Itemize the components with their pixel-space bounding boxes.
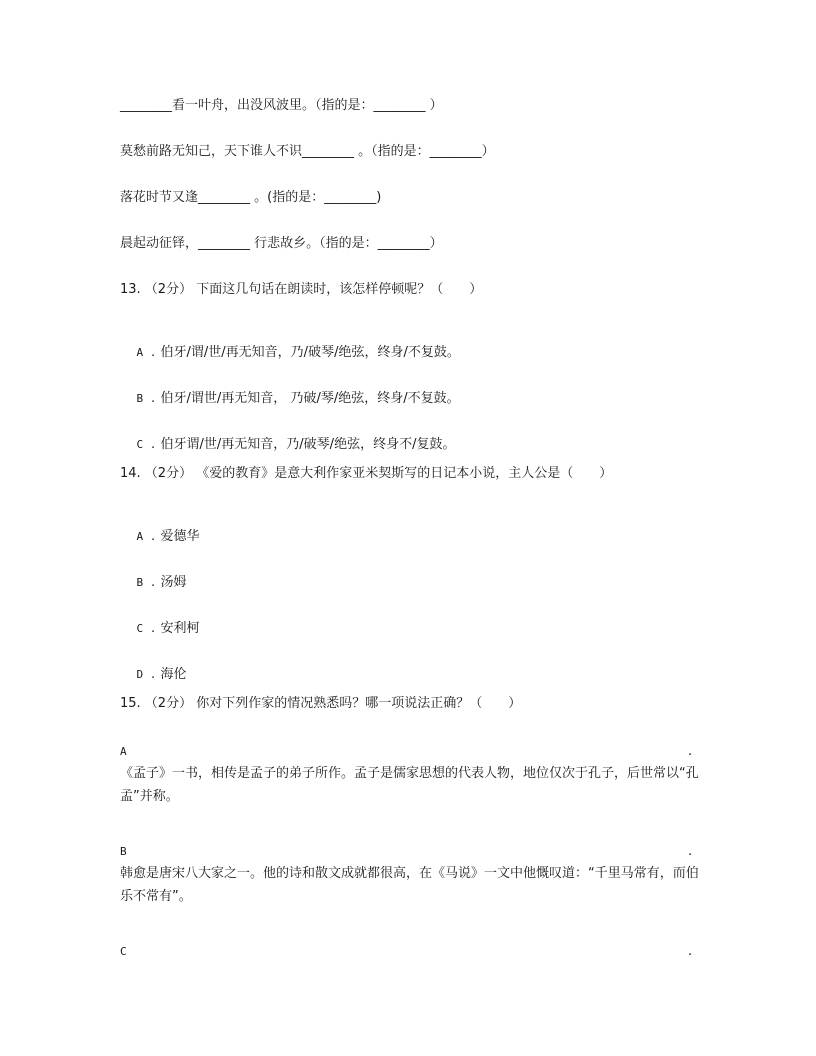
question-14-option-c[interactable]	[120, 603, 200, 654]
option-letter: B .	[136, 392, 157, 405]
option-text: 安利柯	[160, 621, 200, 636]
question-14-option-b[interactable]	[120, 557, 187, 608]
question-15-option-b-text[interactable]: 韩愈是唐宋八大家之一。他的诗和散文成就都很高，在《马说》一文中他慨叹道：“千里马常有，而伯乐不常有”。	[120, 866, 699, 904]
question-15-option-a-letter[interactable]: A	[120, 745, 127, 758]
option-letter: B .	[136, 576, 157, 589]
question-13-option-b[interactable]	[120, 373, 460, 424]
question-15-option-b-dot: .	[688, 844, 693, 859]
option-text: 爱德华	[160, 529, 200, 544]
option-text: 伯牙/谓/世/再无知音，乃/破琴/绝弦，终身/不复鼓。	[160, 345, 460, 360]
question-15-option-a-text[interactable]: 《孟子》一书，相传是孟子的弟子所作。孟子是儒家思想的代表人物，地位仅次于孔子，后世常以“孔孟”并称。	[120, 766, 699, 804]
option-letter: C .	[136, 438, 157, 451]
question-13-option-c[interactable]	[120, 419, 455, 470]
fill-blank-line-3: 落花时节又逢________ 。(指的是：________)	[120, 190, 382, 205]
question-14-option-d[interactable]	[120, 649, 187, 700]
question-15-option-a-dot: .	[688, 744, 693, 759]
question-13-option-a[interactable]	[120, 327, 460, 378]
fill-blank-line-1: ________看一叶舟，出没风波里。（指的是：________ ）	[120, 98, 443, 113]
question-13-stem: 13. （2分） 下面这几句话在朗读时，该怎样停顿呢？（ ）	[120, 282, 483, 297]
question-14-stem: 14. （2分） 《爱的教育》是意大利作家亚米契斯写的日记本小说，主人公是（ ）	[120, 466, 613, 481]
option-text: 汤姆	[160, 575, 187, 590]
question-15-option-c-dot: .	[688, 944, 693, 959]
fill-blank-line-4: 晨起动征铎，________ 行悲故乡。（指的是：________）	[120, 236, 443, 251]
option-letter: C .	[136, 622, 157, 635]
option-text: 伯牙/谓世/再无知音， 乃破/琴/绝弦，终身/不复鼓。	[160, 391, 460, 406]
fill-blank-line-2: 莫愁前路无知己，天下谁人不识________ 。（指的是：________）	[120, 144, 495, 159]
question-14-option-a[interactable]	[120, 511, 200, 562]
option-letter: D .	[136, 668, 157, 681]
option-letter: A .	[136, 530, 157, 543]
question-15-option-c-letter[interactable]: C	[120, 945, 127, 958]
question-15-option-b-letter[interactable]: B	[120, 845, 127, 858]
option-text: 伯牙谓/世/再无知音，乃/破琴/绝弦，终身不/复鼓。	[160, 437, 456, 452]
question-15-stem: 15. （2分） 你对下列作家的情况熟悉吗？哪一项说法正确？（ ）	[120, 696, 522, 711]
option-letter: A .	[136, 346, 157, 359]
option-text: 海伦	[160, 667, 187, 682]
